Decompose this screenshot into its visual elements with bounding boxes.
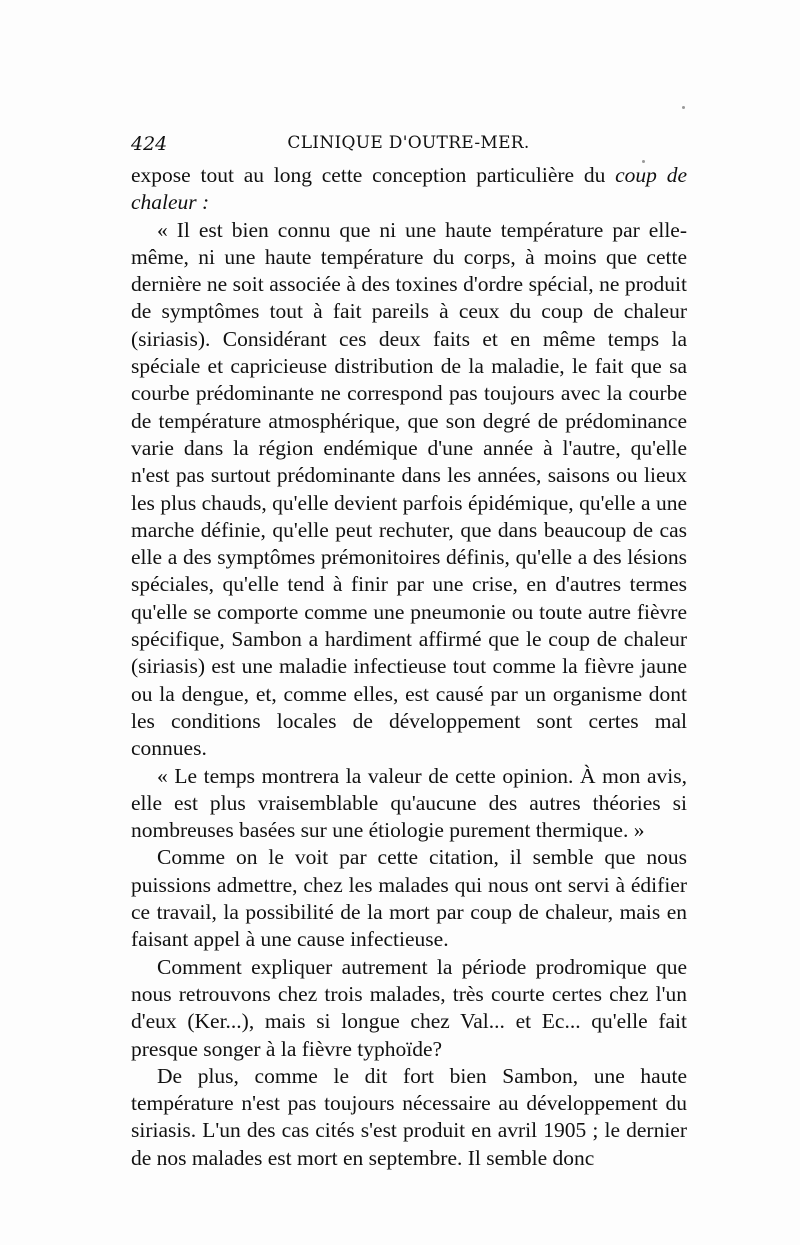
- running-title: CLINIQUE D'OUTRE-MER.: [287, 133, 530, 153]
- paragraph-5: Comment expliquer autrement la période prodromique que nous retrouvons chez trois malades, très courte certes chez l'un d'eux (Ker...), mais si longue chez Val... et Ec... qu'elle fait presque songer à la fièvre typhoïde?: [131, 954, 687, 1061]
- paragraph-1-italic: coup de chaleur :: [131, 163, 687, 215]
- paragraph-3: « Le temps montrera la valeur de cette opinion. À mon avis, elle est plus vraisemblable qu'aucune des autres théories si nombreuses basées sur une étiologie purement thermique. »: [131, 763, 687, 843]
- paragraph-1-text: expose tout au long cette conception particulière du: [131, 163, 616, 187]
- paragraph-6: De plus, comme le dit fort bien Sambon, une haute température n'est pas toujours nécessaire au développement du siriasis. L'un des cas cités s'est produit en avril 1905 ; le dernier de nos malades est mort en septembre. Il semble donc: [131, 1063, 687, 1170]
- page-number: 424: [131, 133, 168, 155]
- paragraph-4: Comme on le voit par cette citation, il semble que nous puissions admettre, chez les malades qui nous ont servi à édifier ce travail, la possibilité de la mort par coup de chaleur, mais en faisant appel à une cause infectieuse.: [131, 845, 687, 952]
- running-head: [131, 133, 686, 159]
- body-text: [131, 162, 687, 1172]
- paragraph-2: « Il est bien connu que ni une haute température par elle-même, ni une haute température du corps, à moins que cette dernière ne soit associée à des toxines d'ordre spécial, ne produit de symptômes tout à fait pareils à ceux du coup de chaleur (siriasis). Considérant ces deux faits et en même temps la spéciale et capricieuse distribution de la maladie, le fait que sa courbe prédominante ne correspond pas toujours avec la courbe de température atmosphérique, que son degré de prédominance varie dans la région endémique d'une année à l'autre, qu'elle n'est pas surtout prédominante dans les années, saisons ou lieux les plus chauds, qu'elle devient parfois épidémique, qu'elle a une marche définie, qu'elle peut rechuter, que dans beaucoup de cas elle a des symptômes prémonitoires définis, qu'elle a des lésions spéciales, qu'elle tend à finir par une crise, en d'autres termes qu'elle se comporte comme une pneumonie ou toute autre fièvre spécifique, Sambon a hardiment affirmé que le coup de chaleur (siriasis) est une maladie infectieuse tout comme la fièvre jaune ou la dengue, et, comme elles, est causé par un organisme dont les conditions locales de développement sont certes mal connues.: [131, 217, 687, 761]
- paragraph-1: [131, 162, 687, 217]
- page-speck: [682, 106, 685, 109]
